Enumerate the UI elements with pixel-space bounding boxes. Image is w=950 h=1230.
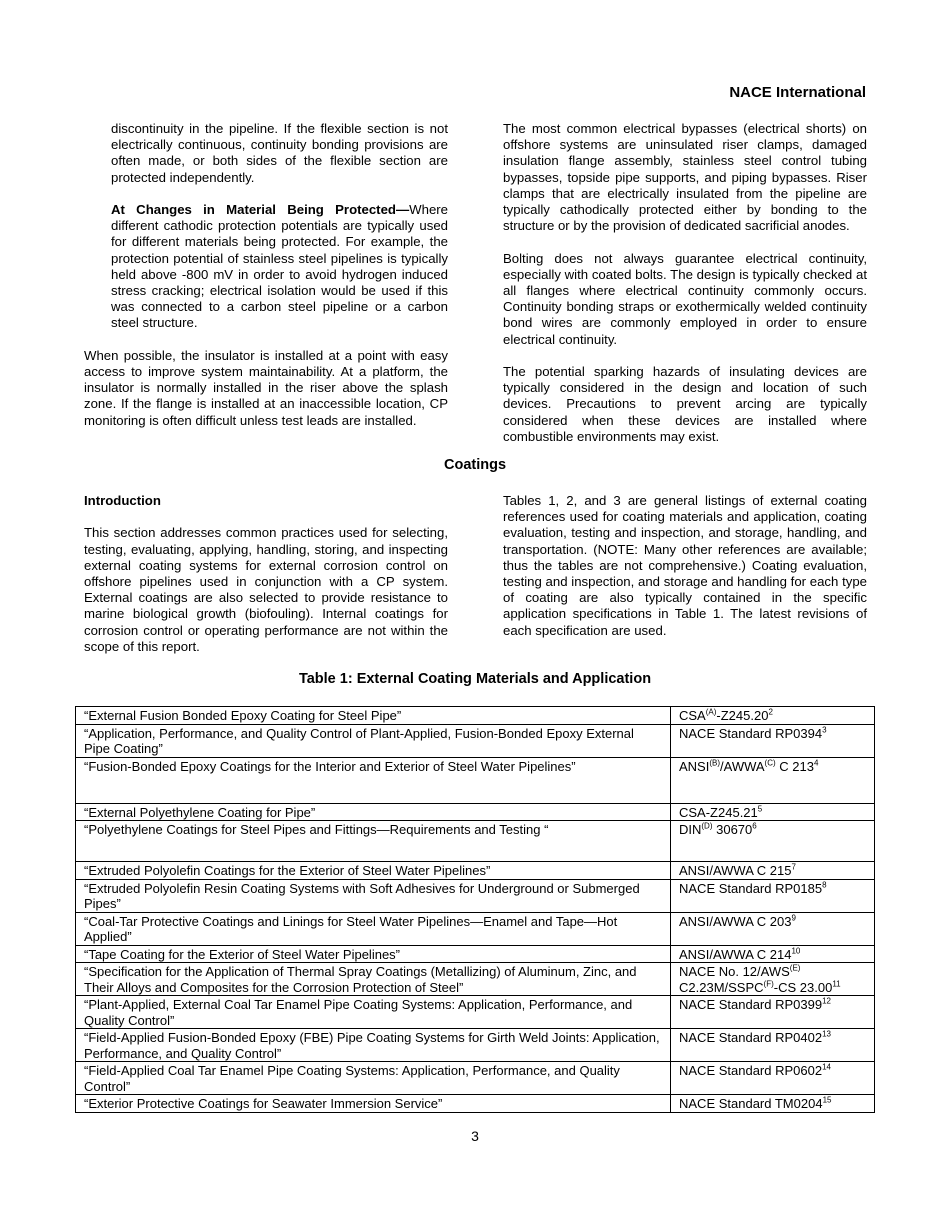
reference-superscript: 10: [791, 946, 801, 956]
right-column: [503, 121, 867, 461]
standard-reference-cell: [671, 1095, 875, 1113]
reference-text: ANSI/AWWA C 215: [679, 863, 792, 878]
paragraph: Bolting does not always guarantee electrical continuity, especially with coated bolts. The design is typically checked at all flanges where electrical continuity commonly occurs. Continuity bonding straps or exothermically welded continuity bond wires are commonly employed in order to ensure electrical continuity.: [503, 250, 867, 347]
intro-column: [84, 493, 448, 671]
standard-reference-cell: [671, 707, 875, 725]
reference-superscript: 11: [832, 979, 841, 989]
table-row: [76, 821, 875, 862]
document-title-cell: “Extruded Polyolefin Resin Coating Systems with Soft Adhesives for Underground or Submerged Pipes”: [76, 879, 671, 912]
reference-text: CSA: [679, 708, 706, 723]
reference-text: /AWWA: [720, 758, 765, 774]
reference-text: NACE Standard RP0602: [679, 1063, 823, 1078]
reference-superscript: 8: [822, 880, 827, 890]
reference-superscript: 3: [822, 725, 827, 735]
reference-text: CSA-Z245.21: [679, 804, 758, 820]
page-number: 3: [471, 1128, 479, 1144]
reference-text: NACE Standard TM0204: [679, 1096, 823, 1111]
table-row: [76, 707, 875, 725]
reference-superscript: (D): [701, 821, 713, 831]
document-title-cell: “Extruded Polyolefin Coatings for the Exterior of Steel Water Pipelines”: [76, 862, 671, 880]
document-title-cell: “Field-Applied Fusion-Bonded Epoxy (FBE) Pipe Coating Systems for Girth Weld Joints: Application, Performance, and Quality Control”: [76, 1029, 671, 1062]
standard-reference-cell: [671, 862, 875, 880]
standard-reference-cell: [671, 945, 875, 963]
reference-superscript: (F): [763, 979, 774, 989]
reference-superscript: 5: [757, 804, 763, 814]
paragraph: Tables 1, 2, and 3 are general listings of external coating references used for coating materials and application, coating evaluation, testing and inspection, and storage, handling, and transportation. (NOTE: Many other references are available; thus the tables are not comprehensive.) Coating evaluation, testing and inspection, and storage and handling for each type of coating are also typically contained in the specific application specifications in Table 1. The latest revisions of each specification are used.: [503, 493, 867, 638]
standard-reference-cell: [671, 803, 875, 821]
document-title-cell: “Exterior Protective Coatings for Seawater Immersion Service”: [76, 1095, 671, 1113]
reference-superscript: 15: [822, 1095, 832, 1105]
table-row: [76, 963, 875, 996]
table-row: [76, 1062, 875, 1095]
tables-note-column: [503, 493, 867, 655]
reference-text: ANSI: [679, 758, 710, 774]
document-title-cell: “Plant-Applied, External Coal Tar Enamel Pipe Coating Systems: Application, Performance, and Quality Control”: [76, 996, 671, 1029]
reference-text: DIN: [679, 822, 702, 837]
paragraph: The most common electrical bypasses (electrical shorts) on offshore systems are uninsulated riser clamps, damaged insulation flange assembly, stainless steel control tubing bypasses, topside pipe supports, and piping bypasses. Riser clamps that are electrically insulated from the pipeline are typically cathodically protected either by bonding to the structure or by the provision of dedicated sacrificial anodes.: [503, 121, 867, 234]
standard-reference-cell: [671, 963, 875, 996]
document-title-cell: “Polyethylene Coatings for Steel Pipes and Fittings—Requirements and Testing “: [76, 821, 671, 862]
reference-text: ANSI/AWWA C 214: [679, 946, 792, 962]
document-title-cell: “Coal-Tar Protective Coatings and Linings for Steel Water Pipelines—Enamel and Tape—Hot Applied”: [76, 912, 671, 945]
reference-text: 30670: [712, 822, 753, 837]
table-row: [76, 912, 875, 945]
reference-superscript: 14: [822, 1062, 831, 1072]
subsection-heading: Introduction: [84, 493, 161, 508]
paragraph: [111, 202, 448, 332]
left-column: [84, 121, 448, 445]
document-title-cell: “Specification for the Application of Thermal Spray Coatings (Metallizing) of Aluminum, Zinc, and Their Alloys and Composites for the Corrosion Protection of Steel”: [76, 963, 671, 996]
reference-superscript: (E): [789, 963, 801, 973]
standard-reference-cell: [671, 724, 875, 757]
reference-superscript: (A): [705, 707, 717, 717]
document-title-cell: “Tape Coating for the Exterior of Steel Water Pipelines”: [76, 945, 671, 963]
standard-reference-cell: [671, 912, 875, 945]
reference-text: NACE Standard RP0402: [679, 1030, 823, 1045]
standard-reference-cell: [671, 1029, 875, 1062]
table-row: [76, 724, 875, 757]
reference-text: NACE No. 12/AWS: [679, 964, 790, 979]
section-title: Coatings: [443, 457, 507, 473]
reference-text: -Z245.20: [716, 708, 769, 723]
table-row: [76, 1095, 875, 1113]
paragraph: discontinuity in the pipeline. If the flexible section is not electrically continuous, continuity bonding provisions are often made, or both sides of the flexible section are protected independently.: [111, 121, 448, 185]
coating-references-table: [75, 706, 875, 1113]
reference-superscript: 2: [768, 707, 773, 717]
paragraph-body: Where different cathodic protection potentials are typically used for different materials being protected. For example, the protection potential of stainless steel pipelines is typically held above -800 mV in order to avoid hydrogen induced stress cracking; electrical isolation would be used if this was connected to a carbon steel pipeline or a carbon steel structure.: [111, 202, 448, 331]
document-title-cell: “Application, Performance, and Quality Control of Plant-Applied, Fusion-Bonded Epoxy External Pipe Coating”: [76, 724, 671, 757]
reference-superscript: 13: [822, 1029, 831, 1039]
table-row: [76, 945, 875, 963]
reference-text: C2.23M/SSPC: [679, 979, 764, 995]
table-row: [76, 1029, 875, 1062]
table-row: [76, 757, 875, 803]
standard-reference-cell: [671, 821, 875, 862]
reference-text: ANSI/AWWA C 203: [679, 913, 792, 929]
reference-text: NACE Standard RP0185: [679, 880, 823, 896]
document-title-cell: “External Polyethylene Coating for Pipe”: [76, 803, 671, 821]
reference-text: NACE Standard RP0399: [679, 997, 823, 1012]
standard-reference-cell: [671, 757, 875, 803]
run-in-heading: At Changes in Material Being Protected—: [111, 202, 410, 217]
paragraph: When possible, the insulator is installed at a point with easy access to improve system maintainability. At a platform, the insulator is normally installed in the riser above the splash zone. If the flange is installed at an inaccessible location, CP monitoring is often difficult unless test leads are installed.: [84, 347, 448, 428]
reference-text: NACE Standard RP0394: [679, 725, 823, 741]
standard-reference-cell: [671, 1062, 875, 1095]
document-title-cell: “Field-Applied Coal Tar Enamel Pipe Coating Systems: Application, Performance, and Quality Control”: [76, 1062, 671, 1095]
table-row: [76, 996, 875, 1029]
reference-superscript: (B): [709, 758, 721, 768]
table-row: [76, 879, 875, 912]
table-row: [76, 803, 875, 821]
reference-superscript: 6: [752, 821, 757, 831]
reference-text: -CS 23.00: [773, 979, 833, 995]
paragraph: The potential sparking hazards of insulating devices are typically considered in the design and location of such devices. Precautions to prevent arcing are typically considered when these devices are installed where combustible environments may exist.: [503, 364, 867, 444]
reference-text: C 213: [775, 758, 814, 774]
standard-reference-cell: [671, 879, 875, 912]
table-row: [76, 862, 875, 880]
reference-superscript: 7: [791, 862, 796, 872]
reference-superscript: (C): [764, 758, 776, 768]
document-title-cell: “Fusion-Bonded Epoxy Coatings for the Interior and Exterior of Steel Water Pipelines”: [76, 757, 671, 803]
table-caption: Table 1: External Coating Materials and Application: [298, 671, 652, 687]
reference-superscript: 9: [791, 913, 796, 923]
running-header: NACE International: [729, 84, 866, 101]
reference-superscript: 12: [822, 996, 831, 1006]
standard-reference-cell: [671, 996, 875, 1029]
paragraph: This section addresses common practices used for selecting, testing, evaluating, applying, handling, storing, and inspecting external coating systems for external corrosion control on offshore pipelines used in conjunction with a CP system. External coatings are also selected to provide resistance to marine biological growth (biofouling). Internal coatings for corrosion control or operating performance are not within the scope of this report.: [84, 525, 448, 654]
reference-superscript: 4: [813, 758, 819, 768]
document-title-cell: “External Fusion Bonded Epoxy Coating for Steel Pipe”: [76, 707, 671, 725]
